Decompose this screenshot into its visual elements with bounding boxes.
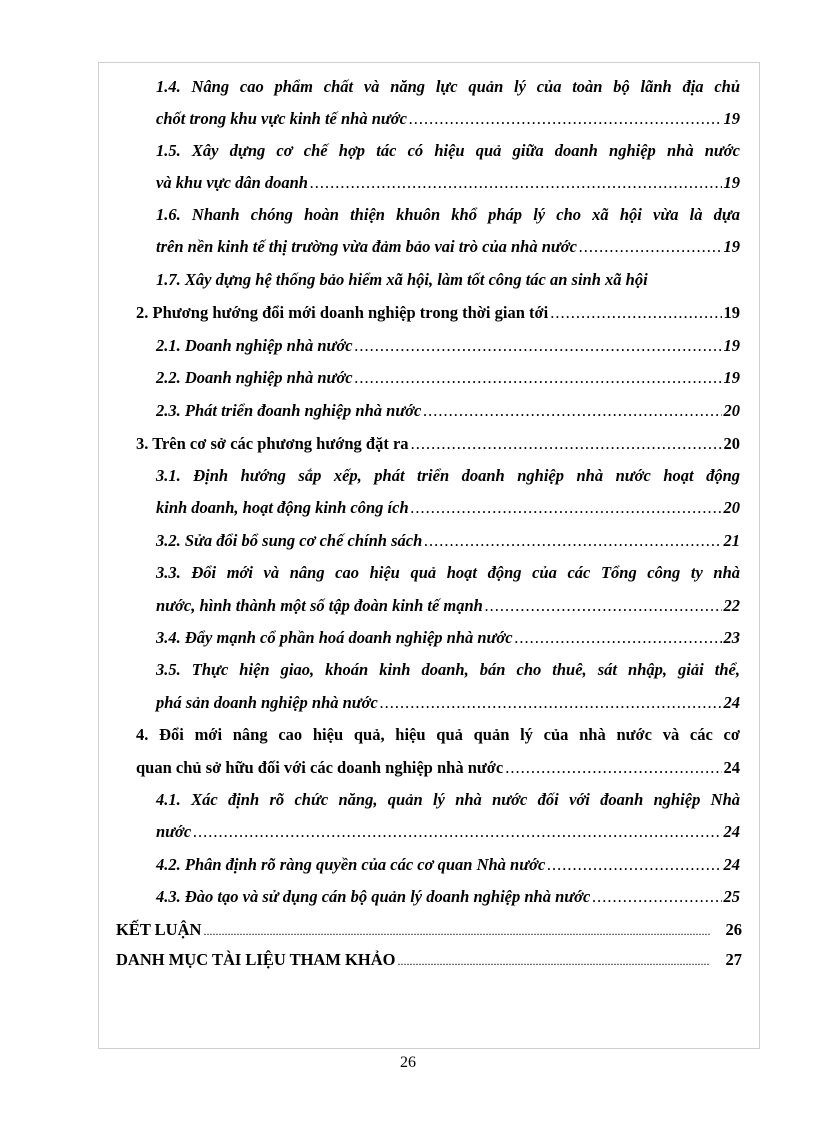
toc-entry-text: quan chủ sở hữu đối với các doanh nghiệp nhà nước (136, 758, 504, 777)
toc-entry-4-1-line1: 4.1. Xác định rõ chức năng, quản lý nhà nước đối với đoanh nghiệp Nhà (156, 790, 740, 809)
dot-leader (310, 173, 722, 193)
toc-page-number: 19 (723, 336, 740, 355)
toc-section-3[interactable] (136, 434, 740, 454)
toc-entry-text: và khu vực dân doanh (156, 173, 308, 192)
toc-page-number: 19 (723, 303, 740, 322)
toc-page-number: 20 (723, 401, 740, 420)
dot-leader (397, 950, 709, 971)
toc-entry-text: kinh doanh, hoạt động kinh công ích (156, 498, 409, 517)
dot-leader (547, 855, 721, 875)
toc-entry-text: 4.2. Phân định rõ ràng quyền của các cơ quan Nhà nước (156, 855, 546, 874)
toc-page-number: 19 (723, 173, 740, 192)
toc-page-number: 24 (723, 758, 740, 777)
dot-leader (592, 887, 721, 907)
toc-entry-text: 3.2. Sửa đổi bổ sung cơ chế chính sách (156, 531, 423, 550)
toc-entry-text: phá sản doanh nghiệp nhà nước (156, 693, 378, 712)
toc-entry-4-1-line2[interactable] (156, 822, 740, 842)
toc-entry-1-4-line2[interactable] (156, 109, 740, 129)
toc-entry-text: 3.4. Đẩy mạnh cổ phần hoá doanh nghiệp nhà nước (156, 628, 513, 647)
toc-entry-1-5-line2[interactable] (156, 173, 740, 193)
dot-leader (193, 822, 721, 842)
dot-leader (411, 434, 722, 454)
toc-page-number: 24 (723, 822, 740, 841)
toc-page-number: 27 (725, 950, 742, 969)
toc-entry-1-6-line2[interactable] (156, 237, 740, 257)
toc-entry-2-1[interactable] (156, 336, 740, 356)
dot-leader (505, 758, 721, 778)
dot-leader (355, 368, 722, 388)
toc-references[interactable] (116, 950, 742, 971)
toc-page-number: 24 (723, 693, 740, 712)
dot-leader (423, 401, 721, 421)
toc-entry-text: nước, hình thành một số tập đoàn kinh tế mạnh (156, 596, 483, 615)
toc-entry-3-2[interactable] (156, 531, 740, 551)
toc-entry-1-4-line1: 1.4. Nâng cao phẩm chất và năng lực quản lý của toàn bộ lãnh địa chủ (156, 77, 740, 96)
toc-page-number: 19 (723, 109, 740, 128)
toc-entry-text: 4.3. Đào tạo và sử dụng cán bộ quản lý doanh nghiệp nhà nước (156, 887, 591, 906)
toc-page-number: 22 (723, 596, 740, 615)
toc-entry-1-6-line1: 1.6. Nhanh chóng hoàn thiện khuôn khổ pháp lý cho xã hội vừa là dựa (156, 205, 740, 224)
toc-entry-text: 2. Phương hướng đổi mới doanh nghiệp trong thời gian tới (136, 303, 549, 322)
toc-page-number: 20 (723, 434, 740, 453)
toc-entry-text: 3. Trên cơ sở các phương hướng đặt ra (136, 434, 409, 453)
dot-leader (203, 920, 709, 941)
toc-entry-text: KẾT LUẬN (116, 920, 202, 939)
toc-entry-text: 2.3. Phát triển đoanh nghiệp nhà nước (156, 401, 422, 420)
dot-leader (355, 336, 722, 356)
page-number: 26 (400, 1054, 416, 1071)
toc-entry-2-2[interactable] (156, 368, 740, 388)
dot-leader (424, 531, 721, 551)
toc-section-2[interactable] (136, 303, 740, 323)
toc-page-number: 21 (723, 531, 740, 550)
toc-entry-3-1-line1: 3.1. Định hướng sắp xếp, phát triển doanh nghiệp nhà nước hoạt động (156, 466, 740, 485)
dot-leader (411, 498, 722, 518)
toc-entry-text: nước (156, 822, 192, 841)
toc-entry-1-7[interactable]: 1.7. Xây dựng hệ thống bảo hiểm xã hội, làm tốt công tác an sinh xã hội (156, 270, 648, 289)
toc-entry-text: chốt trong khu vực kinh tế nhà nước (156, 109, 407, 128)
dot-leader (380, 693, 722, 713)
dot-leader (550, 303, 721, 323)
toc-entry-3-5-line2[interactable] (156, 693, 740, 713)
toc-page-number: 24 (723, 855, 740, 874)
toc-entry-3-5-line1: 3.5. Thực hiện giao, khoán kinh doanh, bán cho thuê, sát nhập, giải thể, (156, 660, 740, 679)
toc-entry-text: 2.1. Doanh nghiệp nhà nước (156, 336, 353, 355)
toc-entry-3-1-line2[interactable] (156, 498, 740, 518)
toc-entry-4-2[interactable] (156, 855, 740, 875)
toc-conclusion[interactable] (116, 920, 742, 941)
dot-leader (515, 628, 722, 648)
dot-leader (485, 596, 722, 616)
toc-page-number: 23 (723, 628, 740, 647)
dot-leader (409, 109, 722, 129)
toc-page-number: 20 (723, 498, 740, 517)
toc-entry-text: trên nền kinh tế thị trường vừa đảm bảo vai trò của nhà nước (156, 237, 577, 256)
toc-entry-3-3-line1: 3.3. Đổi mới và nâng cao hiệu quả hoạt động của các Tổng công ty nhà (156, 563, 740, 582)
toc-section-4-line1: 4. Đổi mới nâng cao hiệu quả, hiệu quả quản lý của nhà nước và các cơ (136, 725, 740, 744)
toc-entry-text: DANH MỤC TÀI LIỆU THAM KHẢO (116, 950, 396, 969)
dot-leader (579, 237, 722, 257)
toc-page-number: 19 (723, 368, 740, 387)
toc-page-number: 26 (725, 920, 742, 939)
toc-entry-3-3-line2[interactable] (156, 596, 740, 616)
toc-entry-2-3[interactable] (156, 401, 740, 421)
toc-section-4-line2[interactable] (136, 758, 740, 778)
toc-page-number: 25 (723, 887, 740, 906)
toc-entry-3-4[interactable] (156, 628, 740, 648)
toc-page-number: 19 (723, 237, 740, 256)
toc-entry-text: 2.2. Doanh nghiệp nhà nước (156, 368, 353, 387)
toc-entry-1-5-line1: 1.5. Xây dựng cơ chế hợp tác có hiệu quả giữa doanh nghiệp nhà nước (156, 141, 740, 160)
toc-entry-4-3[interactable] (156, 887, 740, 907)
